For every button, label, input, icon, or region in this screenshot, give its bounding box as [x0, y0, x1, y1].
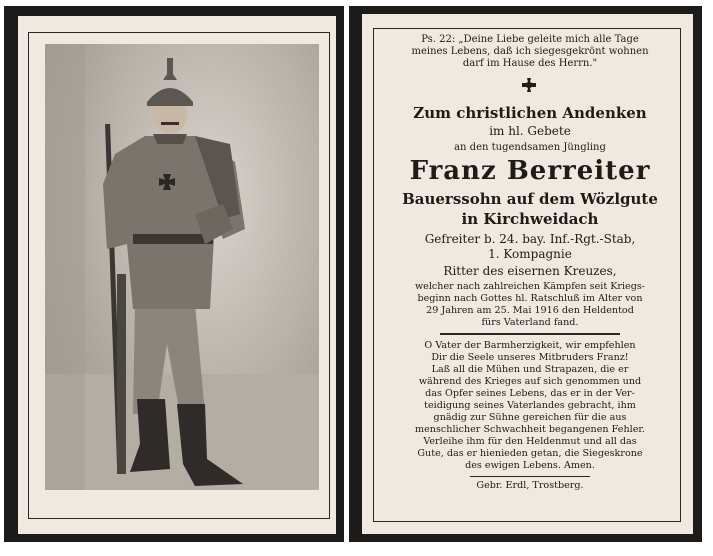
psalm-line-2: meines Lebens, daß ich siegesgekrönt wohnen	[411, 46, 649, 57]
prayer-line-5: das Opfer seines Lebens, das er in der Ver-	[425, 388, 635, 399]
prayer-line-11: des ewigen Lebens. Amen.	[465, 460, 595, 471]
heading-gebete: im hl. Gebete	[489, 124, 571, 138]
prayer-line-1: O Vater der Barmherzigkeit, wir empfehlen	[424, 340, 636, 351]
section-divider	[440, 333, 620, 335]
prayer-line-10: Gute, das er hienieden getan, die Siegeskrone	[417, 448, 643, 459]
soldier-figure	[45, 44, 319, 490]
prayer-line-6: teidigung seines Vaterlandes gebracht, ihm	[424, 400, 636, 411]
rank-line-1: Gefreiter b. 24. bay. Inf.-Rgt.-Stab,	[424, 232, 636, 246]
origin-line-2: in Kirchweidach	[461, 210, 599, 228]
prayer-line-9: Verleihe ihm für den Heldenmut und all das	[423, 436, 637, 447]
death-line-1: welcher nach zahlreichen Kämpfen seit Kriegs-	[414, 281, 646, 292]
death-line-4: fürs Vaterland fand.	[481, 317, 579, 328]
soldier-photograph	[45, 44, 319, 490]
printer-divider	[470, 476, 590, 477]
iron-cross-icon	[522, 78, 536, 92]
prayer-line-8: menschlicher Schwachheit begangenen Fehler.	[415, 424, 645, 435]
origin-line-1: Bauerssohn auf dem Wözlgute	[402, 190, 658, 208]
heading-andenken: Zum christlichen Andenken	[413, 104, 647, 122]
heading-juengling: an den tugendsamen Jüngling	[454, 142, 606, 153]
psalm-line-1: Ps. 22: „Deine Liebe geleite mich alle Tage	[421, 34, 639, 45]
honor-line: Ritter des eisernen Kreuzes,	[443, 264, 617, 278]
prayer-line-7: gnädig zur Sühne gereichen für die aus	[433, 412, 627, 423]
printer-imprint: Gebr. Erdl, Trostberg.	[476, 480, 584, 491]
prayer-line-4: während des Krieges auf sich genommen und	[418, 376, 642, 387]
prayer-line-2: Dir die Seele unseres Mitbruders Franz!	[431, 352, 629, 363]
death-line-3: 29 Jahren am 25. Mai 1916 den Heldentod	[426, 305, 634, 316]
prayer-line-3: Laß all die Mühen und Strapazen, die er	[431, 364, 629, 375]
deceased-name: Franz Berreiter	[409, 156, 651, 186]
death-line-2: beginn nach Gottes hl. Ratschluß im Alter von	[417, 293, 643, 304]
rank-line-2: 1. Kompagnie	[488, 247, 572, 261]
psalm-line-3: darf im Hause des Herrn."	[462, 58, 598, 69]
